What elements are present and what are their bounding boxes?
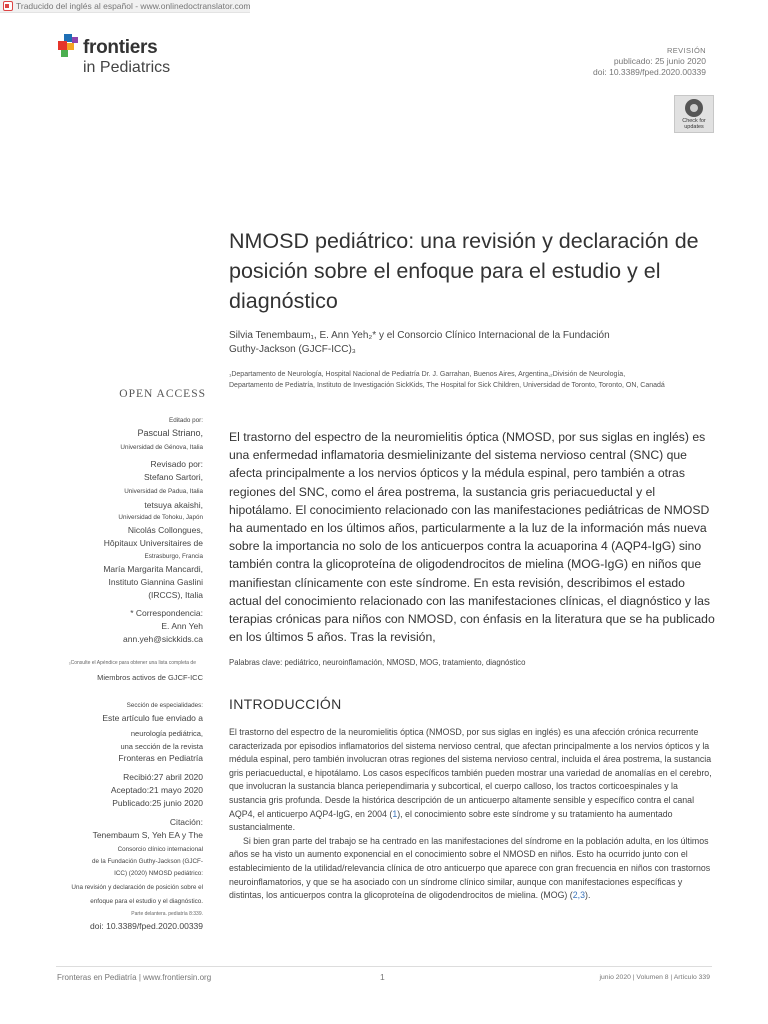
check-updates-label: Check for updates [682,118,706,130]
footer-journal-link[interactable]: Fronteras en Pediatría | www.frontiersin.org [57,973,212,982]
paragraph-text: ). [585,890,591,901]
article-type: REVISIÓN [666,46,706,55]
citation-line: de la Fundación Guthy-Jackson (GJCF- [92,858,203,865]
reviewer-institution: (IRCCS), Italia [148,590,203,600]
affiliation-line-1: ₁Departamento de Neurología, Hospital Nacional de Pediatría Dr. J. Garrahan, Buenos Aires, Argentina,₂División de Neurología, [229,371,626,378]
journal-name: in Pediatrics [83,59,171,76]
authors [229,329,699,357]
citation-line: enfoque para el estudio y el diagnóstico. [90,898,203,905]
correspondence-label: * Correspondencia: [130,608,203,618]
affiliations [229,369,719,391]
editor-name: Pascual Striano, [137,428,203,438]
open-access-label: OPEN ACCESS [119,388,206,400]
reviewer-name: María Margarita Mancardi, [103,564,203,574]
reviewer-institution: Universidad de Padua, Italia [124,488,203,495]
reviewer-institution: Universidad de Tohoku, Japón [118,514,203,521]
reference-link[interactable]: 2 [572,890,578,901]
authors-line-1: Silvia Tenembaum₁, E. Ann Yeh₂* y el Consorcio Clínico Internacional de la Fundación [229,330,610,341]
specialty-line: Fronteras en Pediatría [118,753,203,763]
paragraph [229,835,717,903]
citation-line: Consorcio clínico internacional [117,846,203,853]
authors-line-2: Guthy-Jackson (GJCF-ICC)₃ [229,344,356,355]
translator-bar[interactable] [0,0,250,13]
reference-link[interactable]: 1 [392,808,398,819]
consult-note: ₃Consulte el Apéndice para obtener una lista completa de [68,660,196,666]
translate-icon [3,1,13,11]
footer-issue: junio 2020 | Volumen 8 | Artículo 339 [599,974,710,981]
paragraph-text: Si bien gran parte del trabajo se ha centrado en las manifestaciones del síndrome en la población adulta, en los últimos años se ha visto un aumento exponencial en el conocimiento sobre el NMOSD en niños. Esto ha ocurrido junto con el establecimiento de la utilidad/relevancia clínica de otro anticuerpo que aparece con gran frecuencia en niños con trastornos neuroinflamatorios, y que se ha asociado con un síndrome clínico similar, aunque con manifestaciones específicas y distintas, los anticuerpos contra la glicoproteína de oligodendrocitos de mielina. (MOG) ( [229,835,711,901]
article-doi[interactable]: doi: 10.3389/fped.2020.00339 [593,67,706,77]
citation-line: Parte delantera. pediatría 8:339. [131,911,203,917]
editor-institution: Universidad de Génova, Italia [120,444,203,451]
reviewer-name: Nicolás Collongues, [127,525,203,535]
reference-link[interactable]: 3 [580,890,586,901]
specialty-line: una sección de la revista [120,742,203,751]
keywords: Palabras clave: pediátrico, neuroinflamación, NMOSD, MOG, tratamiento, diagnóstico [229,658,526,667]
specialty-label: Sección de especialidades: [126,702,203,709]
reviewer-institution: Estrasburgo, Francia [144,553,203,560]
published-date-sidebar: Publicado:25 junio 2020 [112,798,203,808]
citation-doi[interactable]: doi: 10.3389/fped.2020.00339 [90,921,203,931]
reference-separator: , [577,890,581,901]
published-date: publicado: 25 junio 2020 [613,56,706,66]
citation-line: ICC) (2020) NMOSD pediátrico: [114,870,203,877]
introduction-body [229,726,717,903]
check-for-updates-button[interactable] [674,95,714,133]
footer-divider [56,966,712,967]
citation-line: Una revisión y declaración de posición sobre el [71,884,203,891]
page-number: 1 [380,972,385,982]
reviewer-institution: Hôpitaux Universitaires de [103,538,203,548]
specialty-line: neurología pediátrica, [130,729,203,738]
article-title: NMOSD pediátrico: una revisión y declaración de posición sobre el enfoque para el estudio y el diagnóstico [229,229,699,313]
reviewed-by-label: Revisado por: [150,459,203,469]
members-note: Miembros activos de GJCF-ICC [97,673,203,682]
citation-label: Citación: [169,817,203,827]
journal-brand: frontiers [83,37,158,58]
edited-by-label: Editado por: [169,417,203,424]
frontiers-logo-icon [58,34,82,58]
paragraph-text: El trastorno del espectro de la neuromielitis óptica (NMOSD, por sus siglas en inglés) es una afección crónica recurrente caracterizada por episodios inflamatorios del sistema nervioso central, que afectan principalmente a los nervios ópticos y la médula espinal, pero también involucran otras regiones del sistema nervioso central, incluida el área postrema, la sustancia gris periacueductal, e hipotálamo. Los casos específicos también pueden mostrar una variedad de anomalías en el cerebro, que involucran la sustancia blanca periependimaria y subcortical, el cuerpo calloso, los tractos corticoespinales y la sustancia gris profunda. Desde la histórica descripción de un anticuerpo altamente sensible y específico contra el canal AQP4, el anticuerpo AQP4-IgG, en 2004 ( [229,727,712,819]
paragraph-text: ), el conocimiento sobre este síndrome y su tratamiento ha aumentado sustancialmente. [229,808,673,833]
reviewer-name: Stefano Sartori, [143,472,203,482]
affiliation-line-2: Departamento de Pediatría, Instituto de Investigación SickKids, The Hospital for Sick Children, Universidad de Toronto, Toronto, ON, Canadá [229,382,665,389]
specialty-line: Este artículo fue enviado a [102,713,203,723]
correspondence-email[interactable]: ann.yeh@sickkids.ca [123,634,203,644]
correspondence-name: E. Ann Yeh [161,621,203,631]
translator-link[interactable]: Traducido del inglés al español - www.onlinedoctranslator.com [16,1,251,11]
paragraph [229,726,717,835]
check-updates-icon [685,99,703,117]
received-date: Recibió:27 abril 2020 [123,772,203,782]
reviewer-institution: Instituto Giannina Gaslini [108,577,203,587]
abstract: El trastorno del espectro de la neuromielitis óptica (NMOSD, por sus siglas en inglés) es una enfermedad inflamatoria desmielinizante del sistema nervioso central (SNC) que afecta principalmente a los nervios ópticos y la médula espinal, pero también a otras regiones del SNC, como el área postrema, la sustancia gris periacueductal y el hipotálamo. El conocimiento relacionado con las manifestaciones pediátricas de NMOSD ha aumentado en los últimos años, particularmente a la luz de la información más nueva sobre la importancia no solo de los anticuerpos contra la acuaporina 4 (AQP4-IgG) sino también contra la glicoproteína de oligodendrocitos de mielina (MOG-IgG) en niños que manifiestan clínicamente con este síndrome. En esta revisión, describimos el estado actual del conocimiento relacionado con las manifestaciones clínicas, el diagnóstico y las terapias crónicas para niños con NMOSD, con énfasis en la literatura que se ha publicado en los últimos 5 años. Tras la revisión, [229,430,715,645]
citation-line: Tenembaum S, Yeh EA y The [92,830,203,840]
accepted-date: Aceptado:21 mayo 2020 [110,785,203,795]
section-heading: INTRODUCCIÓN [229,696,342,712]
reviewer-name: tetsuya akaishi, [144,500,203,510]
